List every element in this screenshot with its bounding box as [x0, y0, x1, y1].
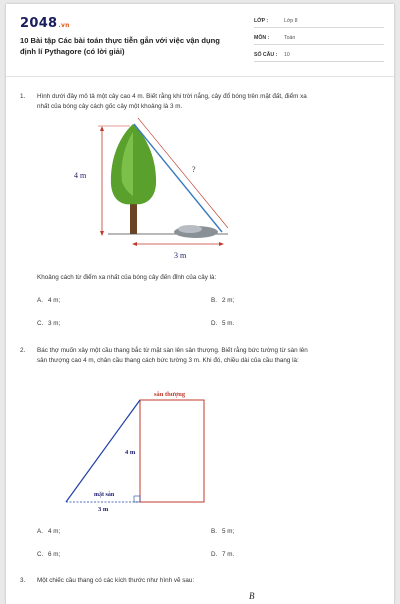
option-text: 2 m; — [222, 297, 235, 304]
question-text: Một chiếc cầu thang có các kích thước như hình vẽ sau: — [37, 577, 195, 584]
meta-key: LỚP : — [254, 18, 269, 24]
floor-label: mặt sàn — [94, 492, 115, 498]
question-text — [37, 92, 307, 112]
option-a[interactable] — [37, 297, 60, 304]
question-text — [37, 346, 308, 366]
tree-canopy — [111, 124, 156, 204]
meta-value: Toán — [284, 35, 296, 41]
meta-value: 10 — [284, 52, 290, 58]
option-b[interactable] — [211, 297, 234, 304]
option-d[interactable] — [211, 551, 234, 558]
base-arrow-left — [132, 242, 137, 246]
logo-suffix: .vn — [58, 22, 70, 29]
question-text-line-1: Hình dưới đây mô tả một cây cao 4 m. Biết rằng khi trời nắng, cây đổ bóng trên mặt đất, điểm xa — [37, 93, 307, 100]
meta-row-class — [254, 16, 384, 28]
option-text: 4 m; — [48, 528, 61, 535]
right-angle-mark — [134, 496, 140, 502]
base-label: 3 m — [98, 506, 109, 513]
option-d[interactable] — [211, 320, 234, 327]
header-divider — [6, 76, 394, 77]
logo-main: 2048 — [20, 16, 58, 31]
option-label: D. — [211, 551, 218, 558]
unknown-label: ? — [192, 165, 196, 174]
staircase-figure — [58, 384, 228, 518]
height-arrow-top — [100, 126, 104, 131]
meta-key: SỐ CÂU : — [254, 52, 278, 58]
option-text: 3 m; — [48, 320, 61, 327]
option-text: 4 m; — [48, 297, 61, 304]
question-number: 1. — [20, 93, 26, 100]
option-label: C. — [37, 551, 44, 558]
base-arrow-right — [219, 242, 224, 246]
option-label: B. — [211, 528, 217, 535]
question-1-prompt: Khoảng cách từ điểm xa nhất của bóng cây đến đỉnh của cây là: — [37, 274, 217, 281]
question-text-line-2: sân thượng cao 4 m, chân cầu thang cách bức tường 3 m. Khi đó, chiều dài của cầu thang là: — [37, 357, 299, 364]
option-text: 5 m. — [222, 320, 235, 327]
document-title-line-2: định lí Pythagore (có lời giải) — [20, 46, 125, 56]
meta-row-subject — [254, 33, 384, 45]
option-text: 5 m; — [222, 528, 235, 535]
option-text: 6 m; — [48, 551, 61, 558]
document-title — [20, 36, 250, 57]
option-label: A. — [37, 297, 43, 304]
tree-shadow-figure — [68, 116, 238, 266]
meta-row-question-count — [254, 50, 384, 62]
document-meta — [254, 16, 384, 67]
question-number: 2. — [20, 347, 26, 354]
rooftop-label: sân thượng — [154, 391, 186, 398]
document-page — [6, 4, 394, 604]
question-text-line-2: nhất của bóng cây cách gốc cây một khoảng là 3 m. — [37, 103, 183, 110]
height-label: 4 m — [74, 171, 87, 180]
option-c[interactable] — [37, 551, 60, 558]
wall-rectangle — [140, 400, 204, 502]
base-label: 3 m — [174, 251, 187, 260]
option-label: C. — [37, 320, 44, 327]
option-label: A. — [37, 528, 43, 535]
option-label: D. — [211, 320, 218, 327]
question-text-line-1: Bác thợ muốn xây một cầu thang bắc từ mặt sàn lên sân thượng. Biết rằng bức tường từ sàn lên — [37, 347, 308, 354]
meta-value: Lớp 8 — [284, 18, 298, 24]
height-arrow-bottom — [100, 231, 104, 236]
height-label: 4 m — [125, 449, 136, 456]
option-text: 7 m. — [222, 551, 235, 558]
site-logo[interactable] — [20, 16, 70, 31]
tree-shadow-light — [178, 225, 202, 233]
question-number: 3. — [20, 577, 26, 584]
option-label: B. — [211, 297, 217, 304]
figure-point-label: B — [249, 591, 255, 601]
option-a[interactable] — [37, 528, 60, 535]
document-title-line-1: 10 Bài tập Các bài toán thực tiễn gắn với việc vận dụng — [20, 36, 220, 45]
option-c[interactable] — [37, 320, 60, 327]
meta-key: MÔN : — [254, 35, 270, 41]
option-b[interactable] — [211, 528, 234, 535]
